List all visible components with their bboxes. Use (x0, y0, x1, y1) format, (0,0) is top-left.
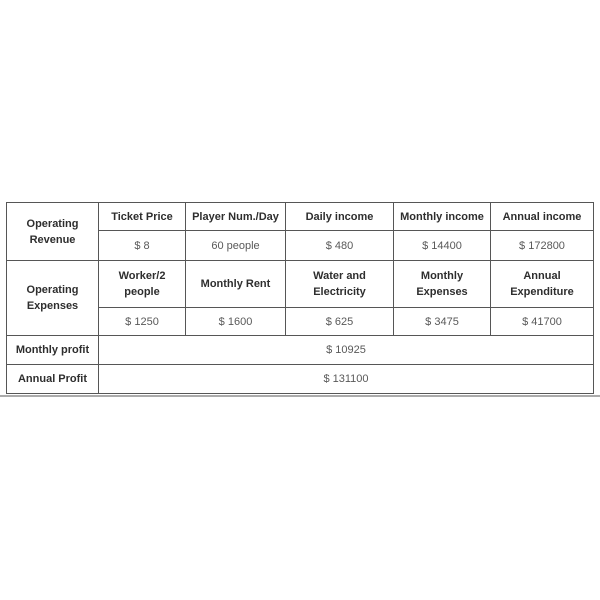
value-water-and-electricity: $ 625 (286, 308, 394, 336)
monthly-profit-row (7, 336, 594, 365)
expenses-header-row (7, 261, 594, 308)
row-label-operating-revenue: Operating Revenue (7, 203, 99, 261)
value-monthly-profit: $ 10925 (99, 336, 594, 365)
header-annual-income: Annual income (491, 203, 594, 231)
value-monthly-rent: $ 1600 (186, 308, 286, 336)
header-water-and-electricity: Water and Electricity (286, 261, 394, 308)
header-monthly-rent: Monthly Rent (186, 261, 286, 308)
finance-table-container (6, 202, 594, 394)
annual-profit-row (7, 365, 594, 394)
row-label-operating-expenses: Operating Expenses (7, 261, 99, 336)
row-label-monthly-profit: Monthly profit (7, 336, 99, 365)
row-label-annual-profit: Annual Profit (7, 365, 99, 394)
header-monthly-expenses: Monthly Expenses (394, 261, 491, 308)
value-monthly-expenses: $ 3475 (394, 308, 491, 336)
bottom-divider-line (0, 395, 600, 397)
value-annual-profit: $ 131100 (99, 365, 594, 394)
operating-finance-table (6, 202, 594, 394)
header-monthly-income: Monthly income (394, 203, 491, 231)
value-annual-income: $ 172800 (491, 231, 594, 261)
value-annual-expenditure: $ 41700 (491, 308, 594, 336)
value-monthly-income: $ 14400 (394, 231, 491, 261)
header-worker-2-people: Worker/2 people (99, 261, 186, 308)
header-daily-income: Daily income (286, 203, 394, 231)
value-daily-income: $ 480 (286, 231, 394, 261)
revenue-header-row (7, 203, 594, 231)
header-annual-expenditure: Annual Expenditure (491, 261, 594, 308)
value-player-num-day: 60 people (186, 231, 286, 261)
header-ticket-price: Ticket Price (99, 203, 186, 231)
header-player-num-day: Player Num./Day (186, 203, 286, 231)
value-worker-2-people: $ 1250 (99, 308, 186, 336)
value-ticket-price: $ 8 (99, 231, 186, 261)
